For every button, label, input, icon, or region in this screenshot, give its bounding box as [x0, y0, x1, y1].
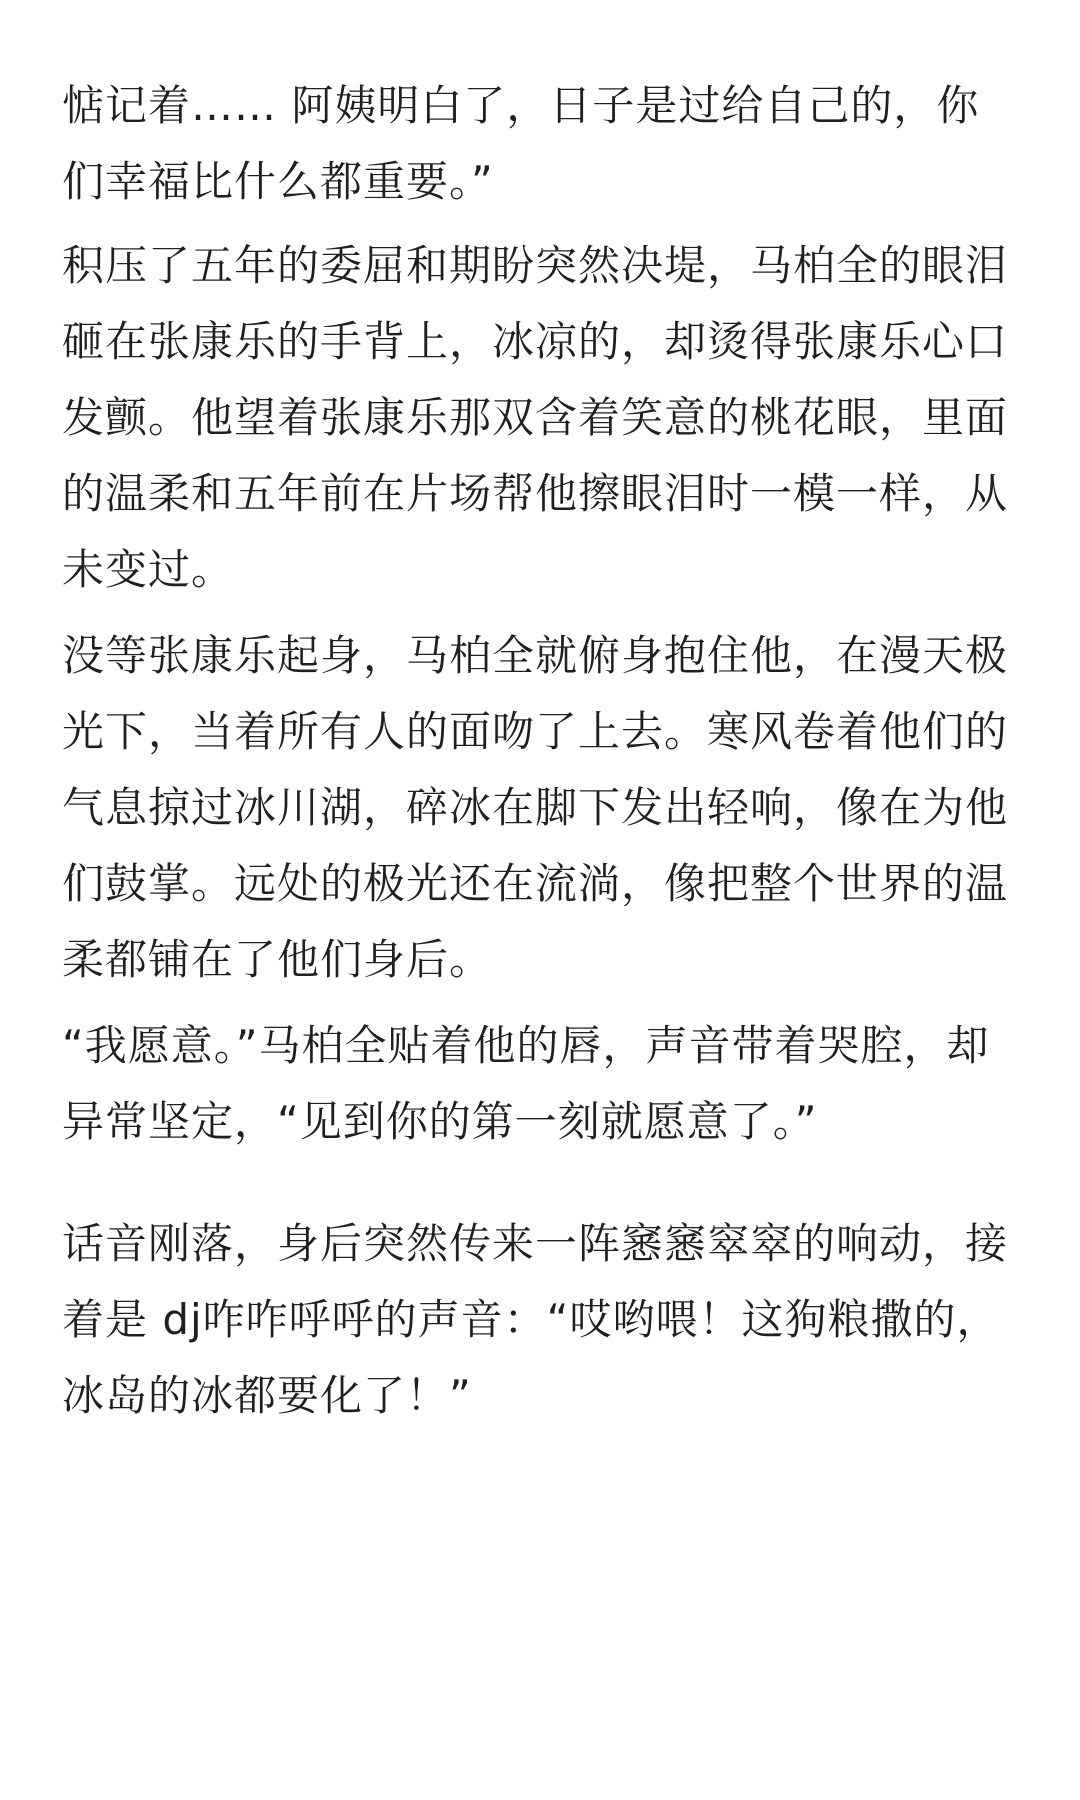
text-line: 气息掠过冰川湖，碎冰在脚下发出轻响，像在为他	[62, 783, 1009, 832]
text-line: 砸在张康乐的手背上，冰凉的，却烫得张康乐心口	[62, 317, 1009, 366]
text-line: 异常坚定，“见到你的第一刻就愿意了。”	[62, 1097, 818, 1146]
text-line: 话音刚落，身后突然传来一阵窸窸窣窣的响动，接	[62, 1219, 1009, 1268]
text-line: 柔都铺在了他们身后。	[62, 935, 493, 984]
text-line: 冰岛的冰都要化了！”	[62, 1371, 472, 1420]
text-line: 光下，当着所有人的面吻了上去。寒风卷着他们的	[62, 707, 1009, 756]
text-line: 惦记着…… 阿姨明白了，日子是过给自己的，你	[62, 81, 980, 130]
paragraph-3	[62, 618, 1022, 998]
text-line: 积压了五年的委屈和期盼突然决堤，马柏全的眼泪	[62, 241, 1009, 290]
text-line: 们鼓掌。远处的极光还在流淌，像把整个世界的温	[62, 859, 1009, 908]
paragraph-4	[62, 1008, 1022, 1160]
paragraph-5	[62, 1206, 1022, 1434]
text-line: 发颤。他望着张康乐那双含着笑意的桃花眼，里面	[62, 393, 1009, 442]
paragraph-1	[62, 68, 1022, 220]
paragraph-2	[62, 228, 1022, 608]
text-line: 的温柔和五年前在片场帮他擦眼泪时一模一样，从	[62, 469, 1009, 518]
text-line: “我愿意。”马柏全贴着他的唇，声音带着哭腔，却	[62, 1021, 990, 1070]
text-line: 未变过。	[62, 545, 235, 594]
text-line: 着是 dj咋咋呼呼的声音：“哎哟喂！这狗粮撒的，	[62, 1295, 1000, 1344]
text-line: 没等张康乐起身，马柏全就俯身抱住他，在漫天极	[62, 631, 1009, 680]
text-line: 们幸福比什么都重要。”	[62, 157, 494, 206]
